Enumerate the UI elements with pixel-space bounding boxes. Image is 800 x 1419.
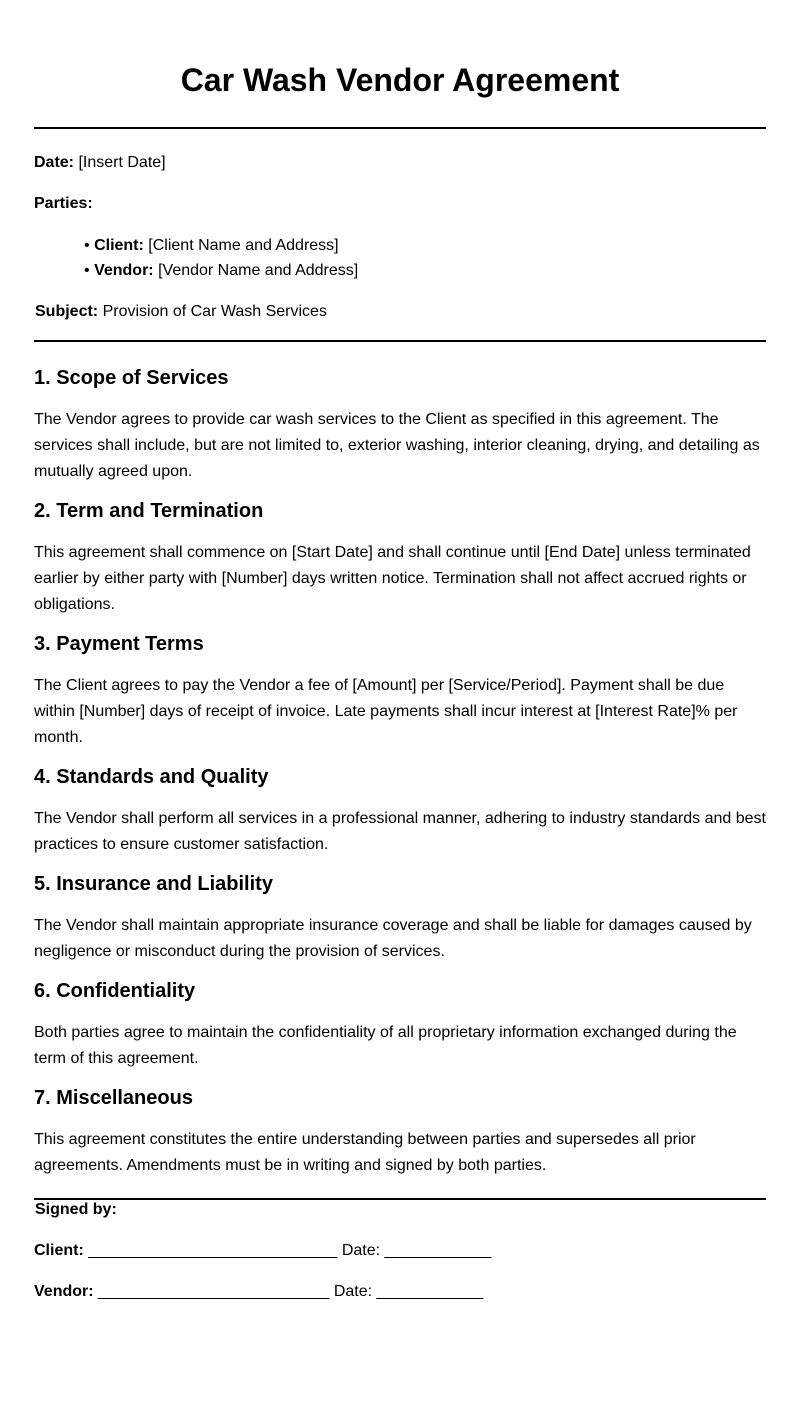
parties-list — [34, 236, 766, 281]
party-value: [Vendor Name and Address] — [158, 262, 359, 279]
subject-value: Provision of Car Wash Services — [102, 303, 327, 320]
date-label: Date: — [34, 154, 75, 171]
parties-label: Parties: — [34, 195, 93, 212]
section-body: The Vendor agrees to provide car wash services to the Client as specified in this agreement. The services shall include, but are not limited to, exterior washing, interior cleaning, drying, and detailing as mutually agreed upon. — [34, 411, 760, 480]
vendor-signature-line — [34, 1282, 766, 1302]
signed-by-label: Signed by: — [35, 1201, 117, 1218]
subject-label: Subject: — [35, 303, 99, 320]
body-divider — [34, 340, 766, 342]
section-title: 1. Scope of Services — [34, 367, 229, 389]
client-sign-label: Client: — [34, 1242, 84, 1259]
party-item-client — [84, 236, 766, 256]
section-title: 2. Term and Termination — [34, 500, 264, 522]
section-title: 3. Payment Terms — [34, 633, 204, 655]
section-body: The Client agrees to pay the Vendor a fee of [Amount] per [Service/Period]. Payment shall be due within [Number] days of receipt of invoice. Late payments shall incur interest at [Interest Rate]% per month. — [34, 677, 738, 746]
document-title: Car Wash Vendor Agreement — [180, 62, 620, 98]
client-signature-line — [34, 1241, 766, 1261]
section-title: 5. Insurance and Liability — [34, 873, 273, 895]
section-body: Both parties agree to maintain the confidentiality of all proprietary information exchanged during the term of this agreement. — [34, 1024, 737, 1067]
signed-by-heading — [34, 1200, 766, 1220]
section-body: The Vendor shall perform all services in a professional manner, adhering to industry standards and best practices to ensure customer satisfaction. — [34, 810, 766, 853]
subject-line — [34, 302, 766, 322]
client-date-field: ____________ — [384, 1242, 492, 1259]
header-divider — [34, 127, 766, 129]
vendor-date-field: ____________ — [376, 1283, 484, 1300]
date-line — [34, 153, 766, 173]
bullet-icon: • — [84, 262, 90, 279]
party-label: Client: — [94, 237, 144, 254]
section-body: The Vendor shall maintain appropriate insurance coverage and shall be liable for damages caused by negligence or misconduct during the provision of services. — [34, 917, 752, 960]
party-item-vendor — [84, 261, 766, 281]
bullet-icon: • — [84, 237, 90, 254]
section-body: This agreement shall commence on [Start Date] and shall continue until [End Date] unless terminated earlier by either party with [Number] days written notice. Termination shall not affect accrued rights or obligations. — [34, 544, 751, 613]
party-value: [Client Name and Address] — [148, 237, 339, 254]
client-date-label: Date: — [341, 1242, 381, 1259]
vendor-sign-field: __________________________ — [98, 1283, 330, 1300]
party-label: Vendor: — [94, 262, 154, 279]
date-value: [Insert Date] — [78, 154, 166, 171]
vendor-sign-label: Vendor: — [34, 1283, 94, 1300]
vendor-date-label: Date: — [333, 1283, 373, 1300]
section-title: 7. Miscellaneous — [34, 1087, 193, 1109]
parties-heading — [34, 194, 766, 214]
section-body: This agreement constitutes the entire understanding between parties and supersedes all prior agreements. Amendments must be in writing and signed by both parties. — [34, 1131, 696, 1174]
section-title: 6. Confidentiality — [34, 980, 196, 1002]
client-sign-field: ____________________________ — [88, 1242, 338, 1259]
section-title: 4. Standards and Quality — [34, 766, 269, 788]
